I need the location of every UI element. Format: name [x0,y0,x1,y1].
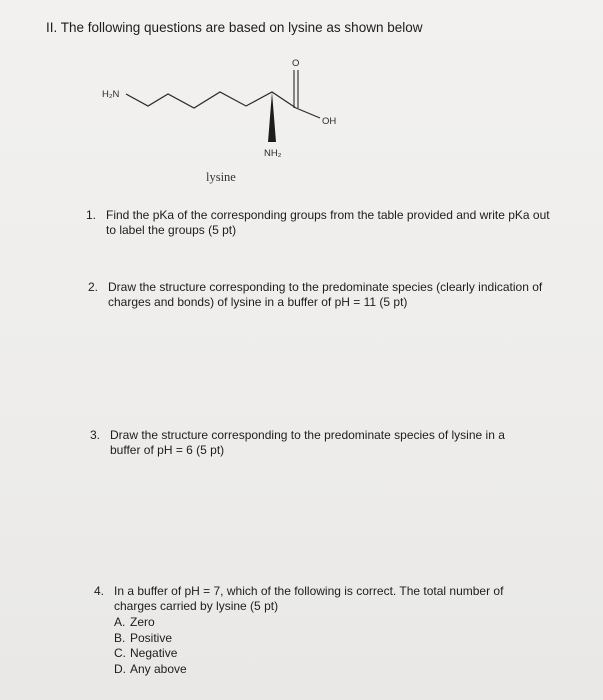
alpha-amine-label: NH₂ [264,148,282,159]
question-number: 2. [88,280,99,294]
option-c: C. Negative [114,646,178,660]
question-number: 1. [86,208,97,222]
question-text: Draw the structure corresponding to the predominate species (clearly indication of charges and bonds) of lysine in a buffer of pH = 11 (5 pt) [108,280,543,309]
question-text: In a buffer of pH = 7, which of the following is correct. The total number of charges carried by lysine (5 pt) [114,584,504,613]
hydroxyl-label: OH [322,116,337,127]
section-heading: II. The following questions are based on lysine as shown below [46,20,423,35]
lysine-skeletal-formula [96,52,376,172]
question-3 [90,428,520,458]
option-a: A. Zero [114,615,155,629]
question-number: 4. [94,584,105,598]
question-text: Find the pKa of the corresponding groups from the table provided and write pKa out to label the groups (5 pt) [106,208,550,237]
carbonyl-oxygen-label: O [292,58,300,69]
wedge-bond [268,92,276,142]
carbon-chain [126,92,296,108]
option-b: B. Positive [114,630,173,645]
question-text: Draw the structure corresponding to the predominate species of lysine in a buffer of pH = 6 (5 pt) [110,428,505,457]
lysine-structure [96,52,376,172]
hydroxyl-bond [296,108,320,118]
question-1 [86,208,556,238]
question-4 [94,584,514,677]
amine-label: H₂N [102,89,120,100]
structure-caption: lysine [206,170,236,184]
question-number: 3. [90,428,101,442]
question-2 [88,280,558,310]
option-d: D. Any above [114,661,187,676]
answer-options [114,615,514,677]
